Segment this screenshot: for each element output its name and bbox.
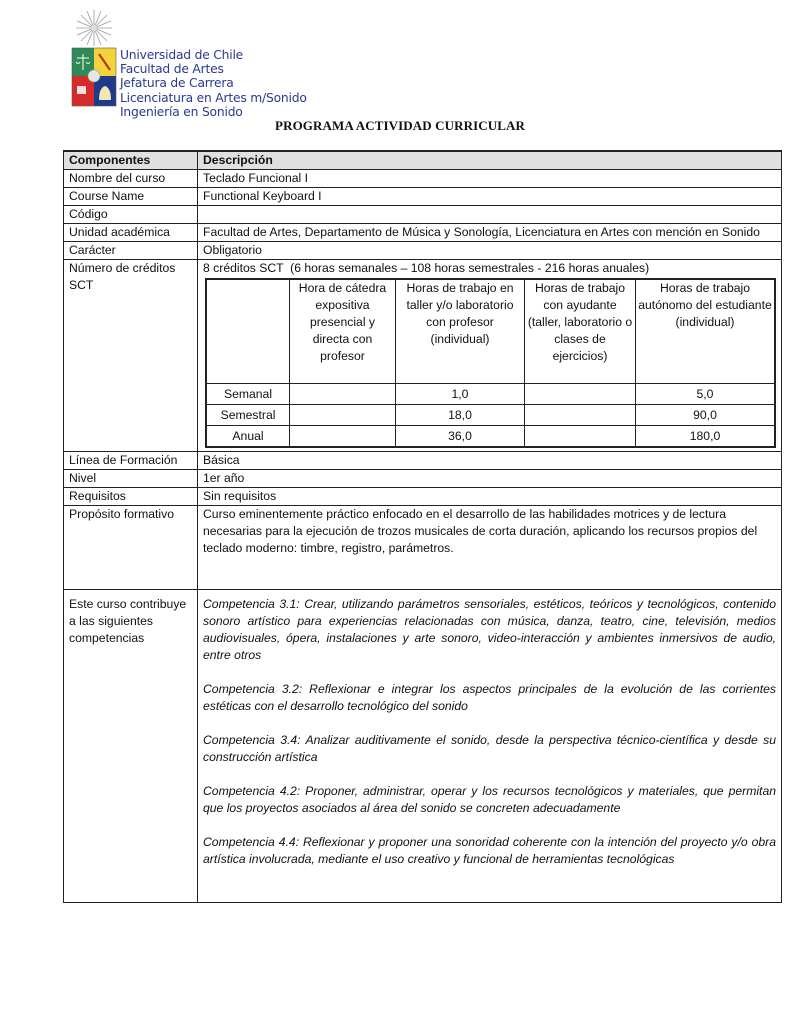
hours-period: Semanal: [206, 384, 290, 405]
competencia-3-1: Competencia 3.1: Crear, utilizando parámetros sensoriales, estéticos, teóricos y tecnológicos, contenido sonoro artístico para experiencias relacionadas con música, danza, teatro, cine, televisión, medios audiovisuales, ópera, instalaciones y arte sonoro, video-interacción y ambientes inmersivos de audio, entre otros: [203, 597, 776, 662]
row-label: Nivel: [64, 470, 198, 488]
row-label: Carácter: [64, 242, 198, 260]
hours-header-taller: Horas de trabajo en taller y/o laboratorio con profesor (individual): [396, 279, 525, 384]
row-label: Course Name: [64, 188, 198, 206]
hours-period: Anual: [206, 426, 290, 448]
table-row-linea: [64, 452, 782, 470]
row-value: 1er año: [198, 470, 782, 488]
hours-catedra: [290, 384, 396, 405]
hours-autonomo: 90,0: [636, 405, 776, 426]
competencias-list: [198, 590, 782, 903]
hours-ayudante: [525, 405, 636, 426]
row-value: [198, 206, 782, 224]
row-label: Línea de Formación: [64, 452, 198, 470]
hours-taller: 36,0: [396, 426, 525, 448]
table-header-row: [64, 151, 782, 170]
row-label: Propósito formativo: [64, 506, 198, 590]
curricular-program-table: [63, 150, 782, 903]
hours-taller: 18,0: [396, 405, 525, 426]
hours-ayudante: [525, 384, 636, 405]
university-crest-icon: [68, 8, 120, 110]
hours-row-semanal: [206, 384, 775, 405]
row-value: Teclado Funcional I: [198, 170, 782, 188]
header-componentes: Componentes: [64, 151, 198, 170]
row-value: Curso eminentemente práctico enfocado en el desarrollo de las habilidades motrices y de lectura necesarias para la ejecución de trozos musicales de corta duración, aplicando los recursos propios del teclado moderno: timbre, registro, parámetros.: [198, 506, 782, 590]
table-row-nombre: [64, 170, 782, 188]
competencia-3-4: Competencia 3.4: Analizar auditivamente el sonido, desde la perspectiva técnico-científica y desde su construcción artística: [203, 733, 776, 764]
hours-header-row: [206, 279, 775, 384]
document-title: PROGRAMA ACTIVIDAD CURRICULAR: [275, 118, 525, 133]
row-label: Número de créditos SCT: [64, 260, 198, 452]
row-value: Obligatorio: [198, 242, 782, 260]
hours-autonomo: 180,0: [636, 426, 776, 448]
row-label: Este curso contribuye a las siguientes competencias: [64, 590, 198, 903]
table-row-nivel: [64, 470, 782, 488]
table-row-competencias: [64, 590, 782, 903]
header-descripcion: Descripción: [198, 151, 782, 170]
hours-header-ayudante: Horas de trabajo con ayudante (taller, laboratorio o clases de ejercicios): [525, 279, 636, 384]
row-value: Facultad de Artes, Departamento de Música y Sonología, Licenciatura en Artes con mención en Sonido: [198, 224, 782, 242]
table-row-unidad: [64, 224, 782, 242]
logo-line-faculty: Facultad de Artes: [120, 62, 224, 77]
competencia-4-4: Competencia 4.4: Reflexionar y proponer una sonoridad coherente con la intención del proyecto y/o obra artística involucrada, mediante el uso creativo y funcional de herramientas tecnológicas: [203, 835, 776, 866]
table-row-caracter: [64, 242, 782, 260]
logo-line-degree: Licenciatura en Artes m/Sonido: [120, 90, 307, 105]
credits-summary: 8 créditos SCT (6 horas semanales – 108 horas semestrales - 216 horas anuales): [203, 261, 650, 275]
hours-taller: 1,0: [396, 384, 525, 405]
hours-table: [205, 278, 776, 448]
row-value: Sin requisitos: [198, 488, 782, 506]
logo-line-university: Universidad de Chile: [120, 48, 244, 62]
row-label: Nombre del curso: [64, 170, 198, 188]
hours-period: Semestral: [206, 405, 290, 426]
hours-header-empty: [206, 279, 290, 384]
table-row-requisitos: [64, 488, 782, 506]
competencia-3-2: Competencia 3.2: Reflexionar e integrar los aspectos principales de la evolución de las corrientes estéticas con el desarrollo tecnológico del sonido: [203, 682, 776, 713]
row-value-creditos: [198, 260, 782, 452]
hours-header-autonomo: Horas de trabajo autónomo del estudiante (individual): [636, 279, 776, 384]
hours-autonomo: 5,0: [636, 384, 776, 405]
row-label: Código: [64, 206, 198, 224]
hours-ayudante: [525, 426, 636, 448]
competencia-4-2: Competencia 4.2: Proponer, administrar, operar y los recursos tecnológicos y materiales, que permitan que los proyectos asociados al área del sonido se concreten adecuadamente: [203, 784, 776, 815]
row-value: Functional Keyboard I: [198, 188, 782, 206]
row-label: Requisitos: [64, 488, 198, 506]
table-row-course-name: [64, 188, 782, 206]
hours-row-semestral: [206, 405, 775, 426]
hours-header-catedra: Hora de cátedra expositiva presencial y directa con profesor: [290, 279, 396, 384]
logo-text: [120, 48, 307, 119]
row-label: Unidad académica: [64, 224, 198, 242]
university-logo: [66, 8, 307, 119]
hours-row-anual: [206, 426, 775, 448]
table-row-codigo: [64, 206, 782, 224]
table-row-creditos: [64, 260, 782, 452]
logo-line-engineering: Ingeniería en Sonido: [120, 104, 243, 119]
hours-catedra: [290, 426, 396, 448]
table-row-proposito: [64, 506, 782, 590]
hours-catedra: [290, 405, 396, 426]
row-value: Básica: [198, 452, 782, 470]
logo-line-office: Jefatura de Carrera: [120, 76, 234, 91]
